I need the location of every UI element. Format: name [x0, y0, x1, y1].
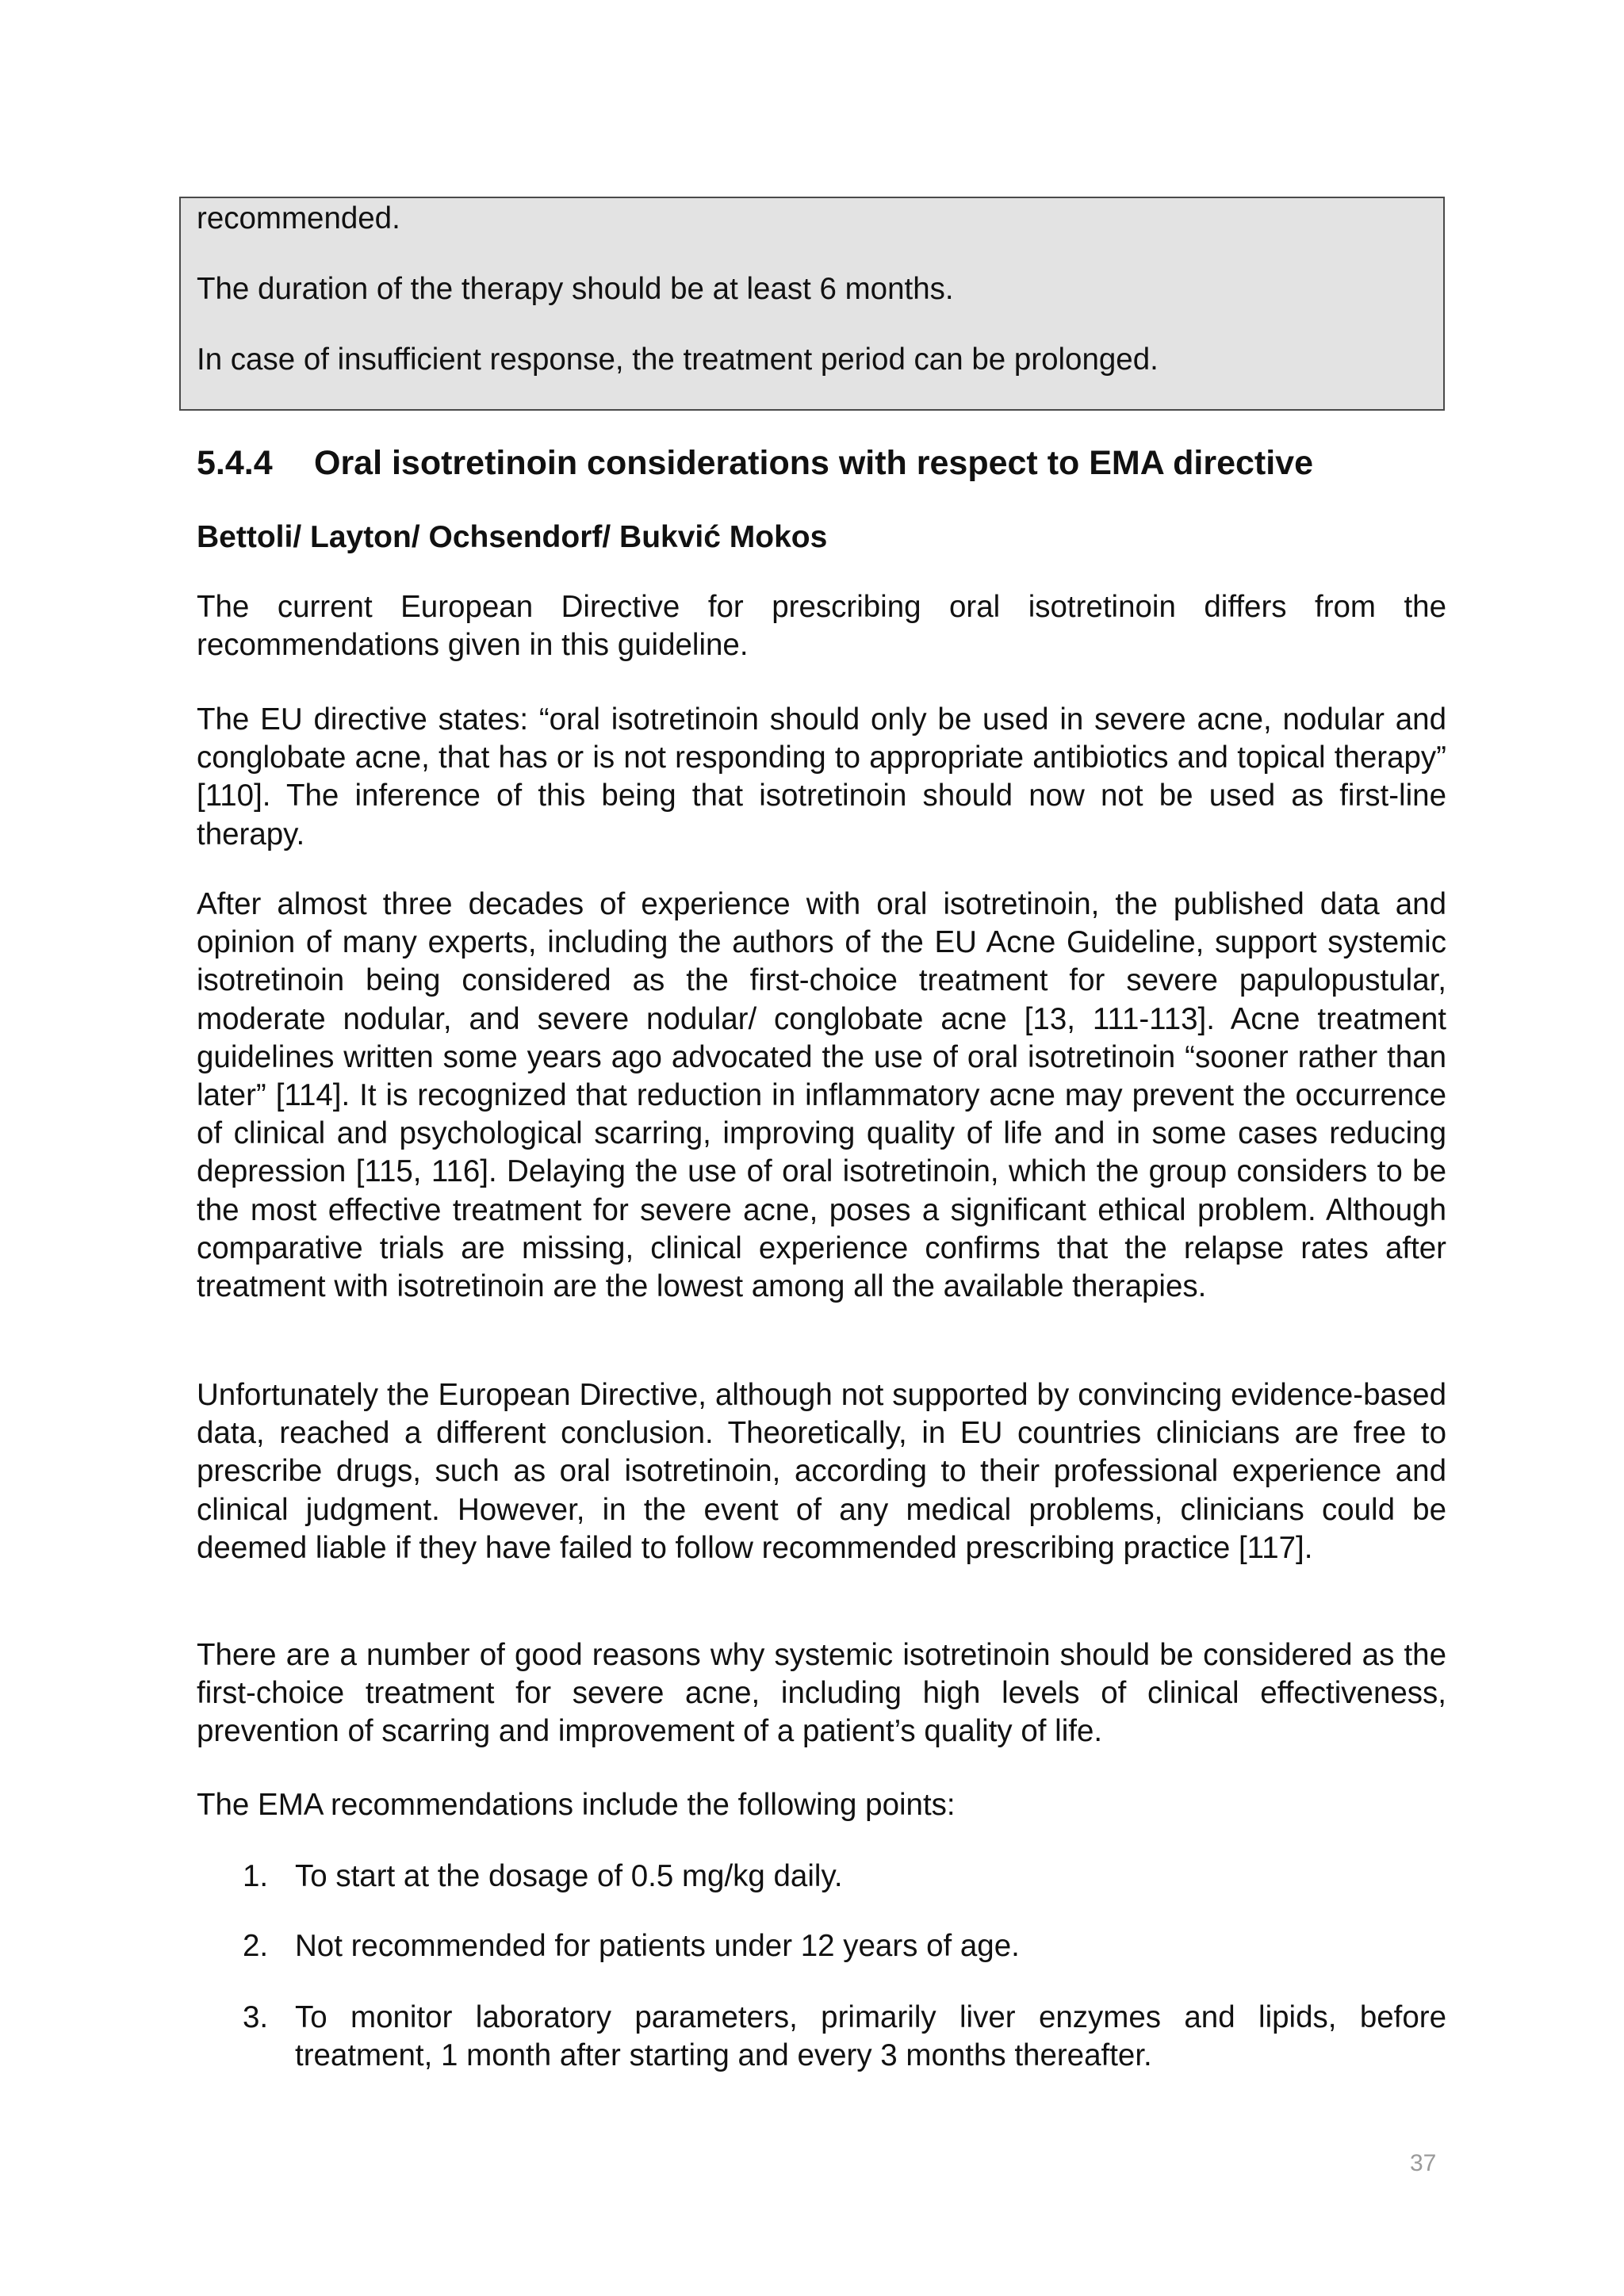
section-title: Oral isotretinoin considerations with respect to EMA directive [314, 444, 1313, 482]
list-item [197, 1927, 1446, 1965]
page-number: 37 [1410, 2150, 1437, 2176]
ema-list [197, 1927, 1446, 1965]
ema-list [197, 1858, 1446, 1896]
section-authors: Bettoli/ Layton/ Ochsendorf/ Bukvić Mokos [197, 520, 828, 554]
paragraph: There are a number of good reasons why systemic isotretinoin should be considered as the first-choice treatment for severe acne, including high levels of clinical effectiveness, prevention of scarring and improvement of a patient’s quality of life. [197, 1638, 1446, 1749]
list-marker: 1. [243, 1859, 269, 1893]
ema-list [197, 1999, 1446, 2075]
paragraph: Unfortunately the European Directive, although not supported by convincing evidence-based data, reached a different conclusion. Theoretically, in EU countries clinicians are free to prescribe drugs, such as oral isotretinoin, according to their professional experience and clinical judgment. However, in the event of any medical problems, clinicians could be deemed liable if they have failed to follow recommended prescribing practice [117]. [197, 1378, 1446, 1565]
section-number: 5.4.4 [197, 444, 273, 482]
box-line: The duration of the therapy should be at least 6 months. [197, 272, 954, 306]
list-item [197, 1858, 1446, 1896]
list-item [197, 1999, 1446, 2075]
paragraph: After almost three decades of experience with oral isotretinoin, the published data and opinion of many experts, including the authors of the EU Acne Guideline, support systemic isotretinoin being considered as the first-choice treatment for severe papulopustular, moderate nodular, and severe nodular/ conglobate acne [13, 111-113]. Acne treatment guidelines written some years ago advocated the use of oral isotretinoin “sooner rather than later” [114]. It is recognized that reduction in inflammatory acne may prevent the occurrence of clinical and psychological scarring, improving quality of life and in some cases reducing depression [115, 116]. Delaying the use of oral isotretinoin, which the group considers to be the most effective treatment for severe acne, poses a significant ethical problem. Although comparative trials are missing, clinical experience confirms that the relapse rates after treatment with isotretinoin are the lowest among all the available therapies. [197, 887, 1446, 1304]
list-item-text: Not recommended for patients under 12 years of age. [295, 1929, 1020, 1963]
list-marker: 2. [243, 1929, 269, 1963]
paragraph: The current European Directive for prescribing oral isotretinoin differs from the recommendations given in this guideline. [197, 590, 1446, 663]
list-item-text: To start at the dosage of 0.5 mg/kg daily. [295, 1859, 843, 1893]
paragraph: The EU directive states: “oral isotretinoin should only be used in severe acne, nodular and conglobate acne, that has or is not responding to appropriate antibiotics and topical therapy” [110]. The inference of this being that isotretinoin should now not be used as first-line therapy. [197, 702, 1446, 851]
box-line: In case of insufficient response, the treatment period can be prolonged. [197, 342, 1159, 377]
list-item-text: To monitor laboratory parameters, primarily liver enzymes and lipids, before treatment, 1 month after starting and every 3 months thereafter. [295, 2000, 1446, 2073]
list-marker: 3. [243, 2000, 269, 2034]
paragraph: The EMA recommendations include the following points: [197, 1788, 956, 1822]
box-line: recommended. [197, 201, 400, 235]
section-heading [197, 441, 1313, 485]
recommendation-box [179, 197, 1445, 411]
